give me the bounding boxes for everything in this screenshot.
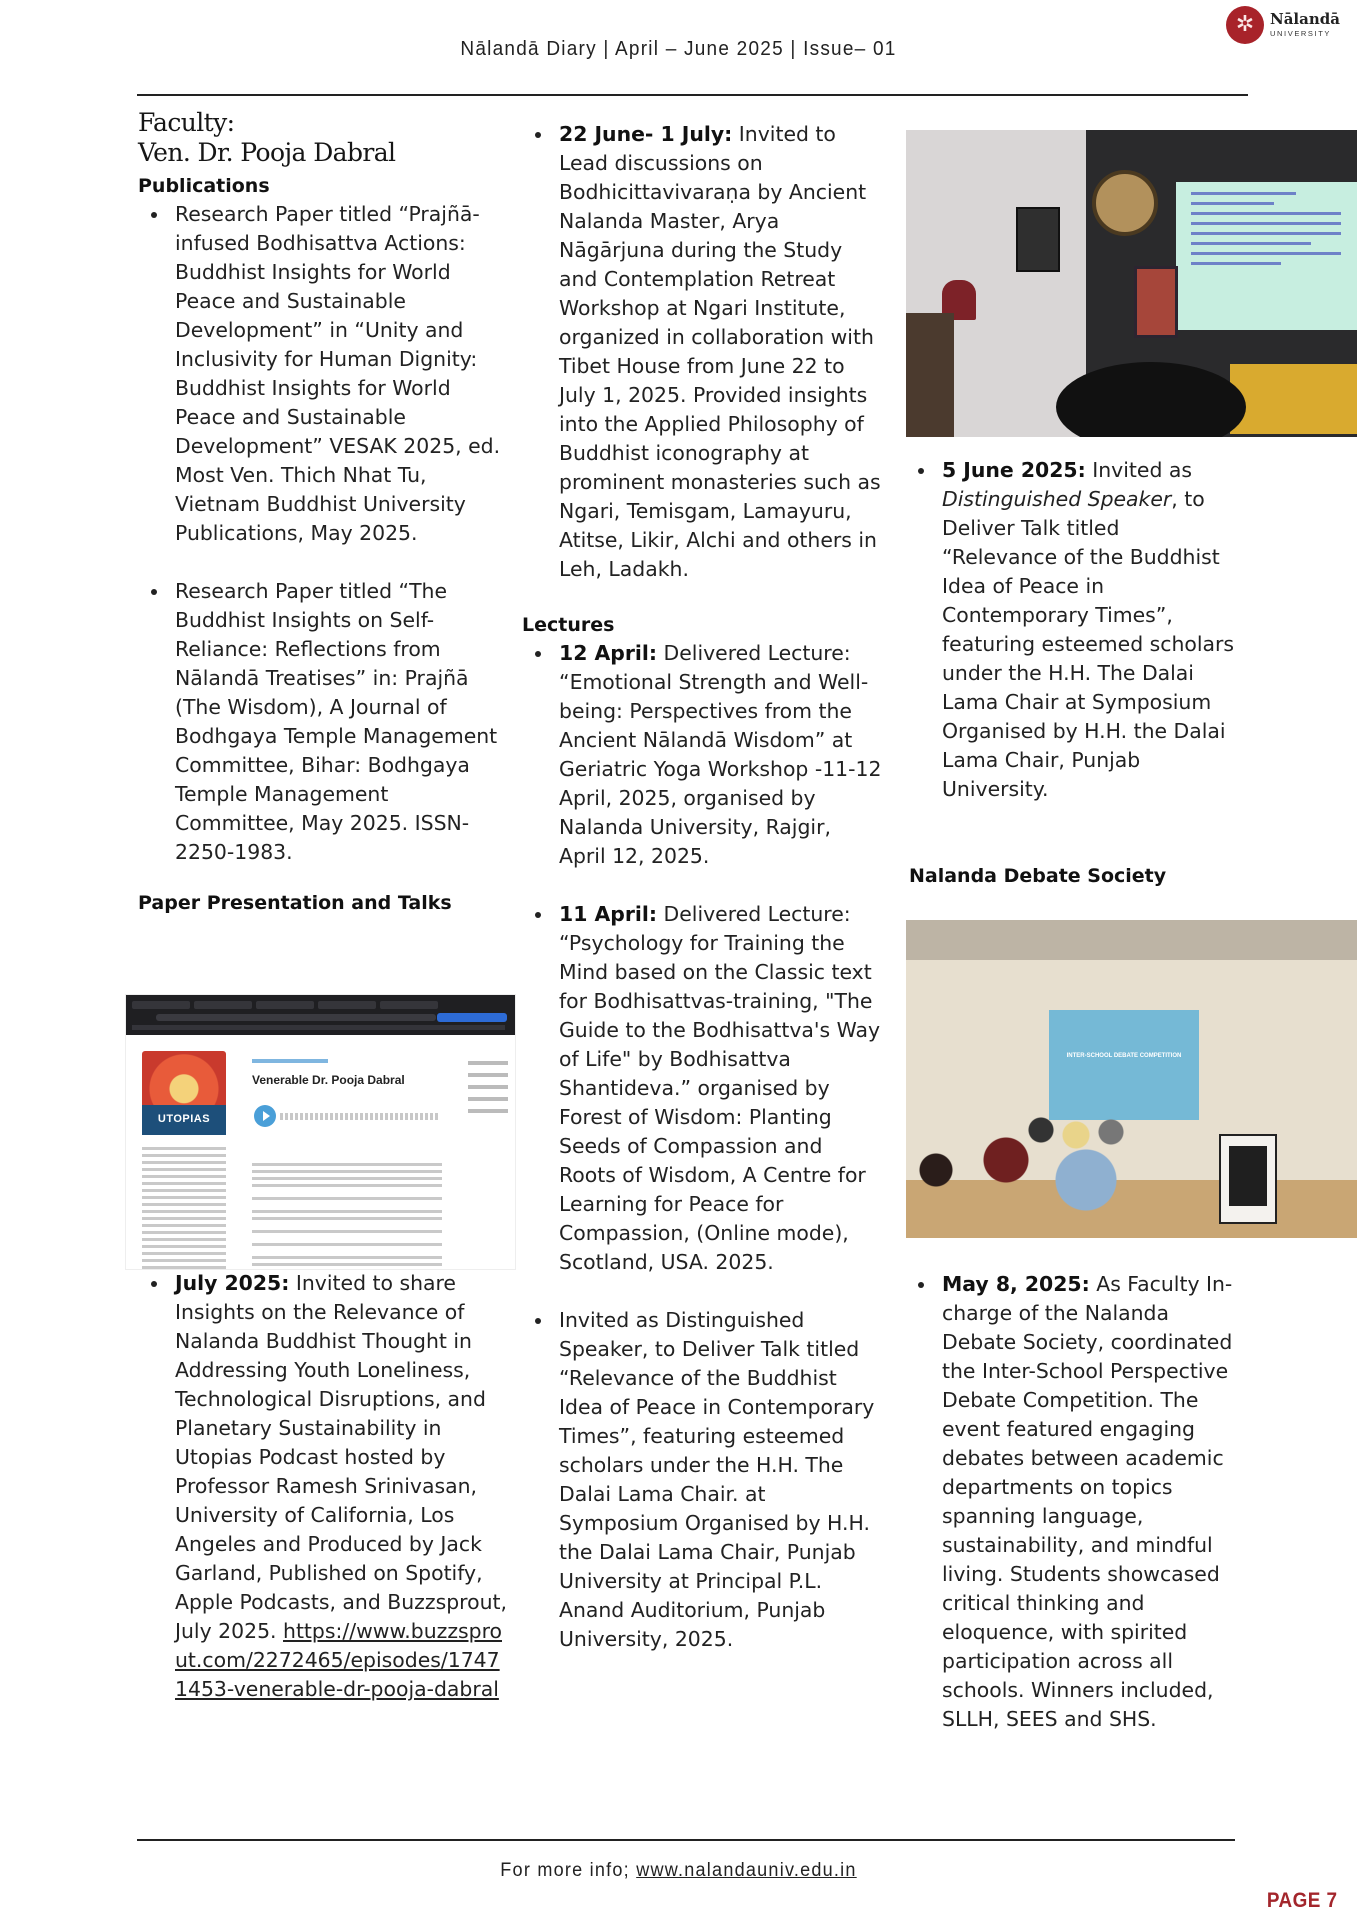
footer-info (34, 1860, 1323, 1882)
page-number: PAGE 7 (1266, 1889, 1337, 1912)
lectures-list (522, 639, 882, 1654)
projection-screen (1049, 1010, 1199, 1120)
lecture-photo (906, 130, 1357, 437)
publications-list (138, 200, 510, 867)
browser-chrome (126, 995, 515, 1035)
item-text: Delivered Lecture: “Psychology for Training the Mind based on the Classic text for Bodhisattvas-training, "The Guide to the Bodhisattva's Way of Life" by Bodhisattva Shantideva.” organised by Forest of Wisdom: Planting Seeds of Compassion and Roots of Wisdom, A Centre for Learning for Peace for Compassion, (Online mode), Scotland, USA. 2025. (559, 902, 881, 1274)
item-text: Invited to Lead discussions on Bodhicittavivaraṇa by Ancient Nalanda Master, Arya Nāgārjuna during the Study and Contemplation Retreat Workshop at Ngari Institute, organized in collaboration with Tibet House from June 22 to July 1, 2025. Provided insights into the Applied Philosophy of Buddhist iconography at prominent monasteries such as Ngari, Temisgam, Lamayuru, Atitse, Likir, Alchi and others in Leh, Ladakh. (559, 122, 881, 581)
portrait (1016, 207, 1060, 272)
podium (906, 313, 954, 437)
list-item: Research Paper titled “The Buddhist Insights on Self-Reliance: Reflections from Nālandā Treatises” in: Prajñā (The Wisdom), A Journal of Bodhgaya Temple Management Committee, Bihar: Bodhgaya Temple Management Committee, May 2025. ISSN-2250-1983. (138, 577, 510, 867)
podcast-cover-art: UTOPIAS (142, 1051, 226, 1135)
item-date: July 2025: (175, 1271, 290, 1295)
podcast-episode-title: Venerable Dr. Pooja Dabral (252, 1073, 405, 1087)
paper-presentation-heading: Paper Presentation and Talks (138, 892, 452, 914)
lectures-heading: Lectures (522, 614, 615, 636)
talks-list (905, 456, 1235, 804)
newsletter-title: Nālandā Diary | April – June 2025 | Issue– 01 (460, 38, 897, 60)
item-text: Invited to share Insights on the Relevance of Nalanda Buddhist Thought in Addressing Youth Loneliness, Technological Disruptions, and Planetary Sustainability in Utopias Podcast hosted by Professor Ramesh Srinivasan, University of California, Los Angeles and Produced by Jack Garland, Published on Spotify, Apple Podcasts, and Buzzsprout, July 2025. (175, 1271, 507, 1643)
debate-photo: INTER-SCHOOL DEBATE COMPETITION (906, 920, 1357, 1238)
nalanda-emblem-icon: ✲ (1226, 6, 1264, 44)
play-icon (254, 1105, 276, 1127)
column-right (905, 456, 1235, 890)
podium (1219, 1134, 1277, 1224)
website-link[interactable]: www.nalandauniv.edu.in (636, 1860, 857, 1881)
list-item: 5 June 2025: Invited as Distinguished Speaker, to Deliver Talk titled “Relevance of the Buddhist Idea of Peace in Contemporary Times”, featuring esteemed scholars under the H.H. The Dalai Lama Chair at Symposium Organised by H.H. the Dalai Lama Chair, Punjab University. (905, 456, 1235, 804)
list-item (905, 1270, 1235, 1734)
list-item (522, 900, 882, 1277)
podcast-screenshot-image (125, 994, 516, 1270)
emblem (1092, 170, 1158, 236)
footer-prefix: For more info; (500, 1860, 637, 1881)
list-item: Research Paper titled “Prajñā-infused Bodhisattva Actions: Buddhist Insights for World Peace and Sustainable Development” in “Unity and Inclusivity for Human Dignity: Buddhist Insights for World Peace and Sustainable Development” VESAK 2025, ed. Most Ven. Thich Nhat Tu, Vietnam Buddhist University Publications, May 2025. (138, 200, 510, 548)
audience (906, 1130, 1136, 1238)
waveform (280, 1113, 440, 1120)
logo-name: Nālandā (1270, 10, 1340, 29)
item-date: 12 April: (559, 641, 658, 665)
italic-text: Distinguished Speaker (942, 487, 1172, 511)
paper-presentation-list (138, 1269, 510, 1704)
faculty-name: Ven. Dr. Pooja Dabral (138, 138, 396, 167)
list-item (522, 120, 882, 584)
item-date: 5 June 2025: (942, 458, 1086, 482)
publications-heading: Publications (138, 175, 270, 197)
faculty-label: Faculty: (138, 108, 235, 137)
item-text: As Faculty In-charge of the Nalanda Debate Society, coordinated the Inter-School Perspective Debate Competition. The event featured engaging debates between academic departments on topics spanning language, sustainability, and mindful living. Students showcased critical thinking and eloquence, with spirited participation across all schools. Winners included, SLLH, SEES and SHS. (942, 1272, 1233, 1731)
item-text: Delivered Lecture: “Emotional Strength and Well-being: Perspectives from the Ancient Nālandā Wisdom” at Geriatric Yoga Workshop -11-12 April, 2025, organised by Nalanda University, Rajgir, April 12, 2025. (559, 641, 882, 868)
debate-society-heading: Nalanda Debate Society (909, 865, 1167, 887)
item-date: 11 April: (559, 902, 658, 926)
column-right-lower (905, 1270, 1235, 1734)
column-middle (522, 120, 882, 1654)
logo-subtitle: UNIVERSITY (1270, 29, 1332, 39)
item-date: May 8, 2025: (942, 1272, 1090, 1296)
footer-divider (137, 1839, 1235, 1841)
column-left (138, 108, 510, 1704)
item-date: 22 June- 1 July: (559, 122, 733, 146)
header-divider (137, 94, 1248, 96)
podcast-link[interactable]: https://www.buzzsprout.com/2272465/episodes/17471453-venerable-dr-pooja-dabral (175, 1619, 502, 1701)
thangka (1134, 266, 1178, 338)
paper-presentation-list-continued (522, 120, 882, 584)
list-item (522, 639, 882, 871)
list-item: Invited as Distinguished Speaker, to Deliver Talk titled “Relevance of the Buddhist Idea of Peace in Contemporary Times”, featuring esteemed scholars under the H.H. The Dalai Lama Chair. at Symposium Organised by H.H. the Dalai Lama Chair, Punjab University at Principal P.L. Anand Auditorium, Punjab University, 2025. (522, 1306, 882, 1654)
list-item (138, 1269, 510, 1704)
debate-list (905, 1270, 1235, 1734)
